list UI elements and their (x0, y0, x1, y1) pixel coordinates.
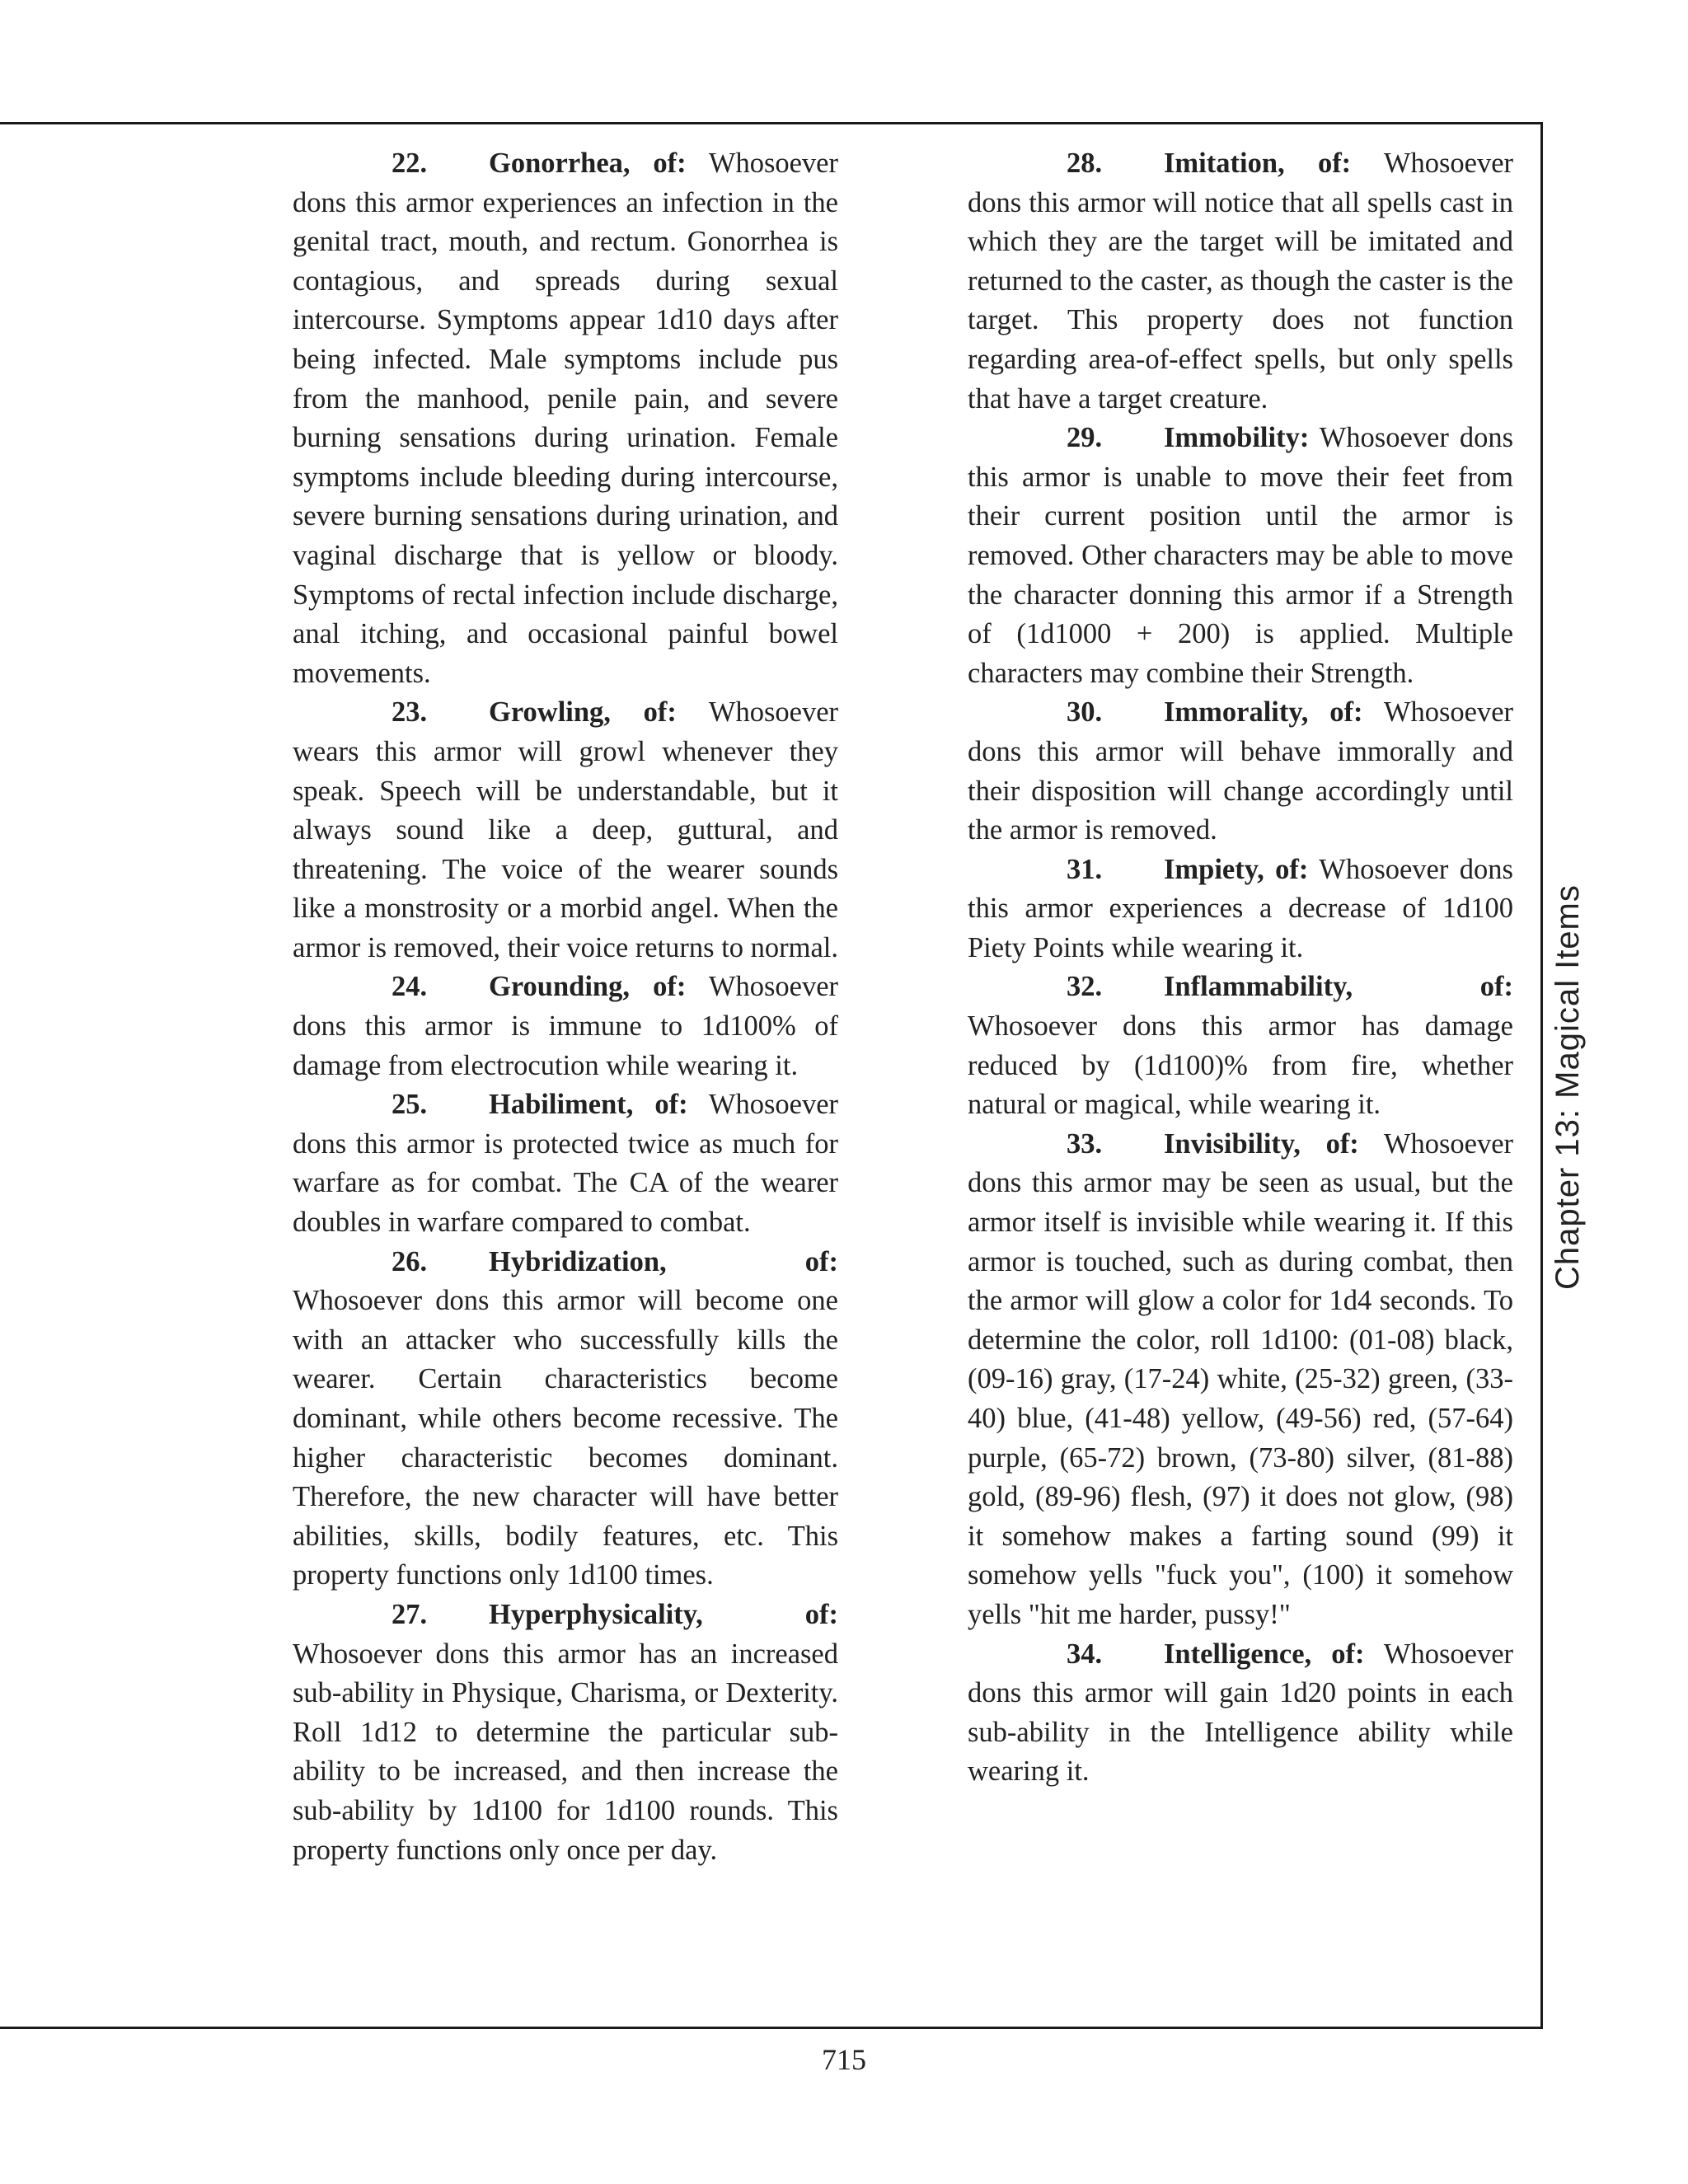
entry-text: Whosoever wears this armor will growl whenever they speak. Speech will be understandable, but it always sound like a deep, guttural, and threatening. The voice of the wearer sounds like a monstrosity or a morbid angel. When the armor is removed, their voice returns to normal. (293, 696, 839, 963)
entry-text: Whosoever dons this armor is immune to 1d100% of damage from electrocution while wearing it. (293, 971, 838, 1081)
page-frame-bottom-rule (0, 2027, 1543, 2029)
entry-number: 29. (1067, 422, 1103, 454)
entry-number: 22. (392, 148, 428, 179)
entry-27 (293, 1596, 838, 1870)
entry-number: 31. (1067, 853, 1103, 885)
entry-number: 32. (1067, 971, 1103, 1003)
entry-29 (968, 419, 1513, 693)
entry-name: Impiety, of: (1164, 853, 1309, 885)
entry-text: Whosoever dons this armor has an increased sub-ability in Physique, Charisma, or Dexterity. Roll 1d12 to determine the particular sub-ability to be increased, and then increase the sub-ability by 1d100 for 1d100 rounds. This property functions only once per day. (293, 1638, 838, 1866)
entry-number: 24. (392, 971, 428, 1003)
entry-number: 25. (392, 1089, 428, 1121)
entry-30 (968, 693, 1513, 850)
page-number: 715 (822, 2043, 866, 2076)
entry-name: Habiliment, of: (489, 1089, 688, 1121)
entry-name: Imitation, of: (1164, 148, 1352, 179)
entry-text: Whosoever dons this armor is protected twice as much for warfare as for combat. The CA of the wearer doubles in warfare compared to combat. (293, 1089, 838, 1239)
chapter-side-label: Chapter 13: Magical Items (1550, 884, 1586, 1290)
entry-text: Whosoever dons this armor has damage reduced by (1d100)% from fire, whether natural or magical, while wearing it. (968, 1010, 1513, 1121)
entry-number: 26. (392, 1245, 428, 1277)
entry-name: Inflammability, of: (1164, 971, 1513, 1003)
entry-25 (293, 1085, 838, 1242)
entry-31 (968, 851, 1513, 968)
entry-22 (293, 144, 838, 693)
entry-number: 23. (392, 696, 428, 729)
right-column (968, 144, 1513, 1792)
entry-26 (293, 1243, 838, 1596)
entry-name: Hyperphysicality, of: (489, 1598, 838, 1630)
entry-name: Hybridization, of: (489, 1245, 838, 1277)
entry-name: Immorality, of: (1164, 696, 1363, 729)
page-frame-right-rule (1540, 122, 1543, 2029)
page-frame-top-rule (0, 122, 1543, 124)
entry-28 (968, 144, 1513, 419)
entry-text: Whosoever dons this armor will notice that all spells cast in which they are the target will be imitated and returned to the caster, as though the caster is the target. This property does not function regarding area-of-effect spells, but only spells that have a target creature. (968, 148, 1513, 415)
entry-name: Growling, of: (489, 696, 677, 729)
entry-text: Whosoever dons this armor will become one with an attacker who successfully kills the wearer. Certain characteristics become dominant, while others become recessive. The higher characteristic becomes dominant. Therefore, the new character will have better abilities, skills, bodily features, etc. This property functions only 1d100 times. (293, 1285, 838, 1591)
entry-33 (968, 1125, 1513, 1635)
entry-number: 34. (1067, 1638, 1103, 1670)
entry-name: Intelligence, of: (1164, 1638, 1365, 1670)
entry-23 (293, 693, 838, 968)
entry-text: Whosoever dons this armor will gain 1d20 points in each sub-ability in the Intelligence ability while wearing it. (968, 1638, 1513, 1788)
entry-text: Whosoever dons this armor will behave immorally and their disposition will change accordingly until the armor is removed. (968, 696, 1513, 846)
entry-text: Whosoever dons this armor experiences an infection in the genital tract, mouth, and rectum. Gonorrhea is contagious, and spreads during sexual intercourse. Symptoms appear 1d10 days after being infected. Male symptoms include pus from the manhood, penile pain, and severe burning sensations during urination. Female symptoms include bleeding during intercourse, severe burning sensations during urination, and vaginal discharge that is yellow or bloody. Symptoms of rectal infection include discharge, anal itching, and occasional painful bowel movements. (293, 148, 838, 689)
entry-name: Gonorrhea, of: (489, 148, 687, 179)
entry-name: Immobility: (1164, 422, 1310, 454)
entry-number: 33. (1067, 1127, 1103, 1160)
entry-number: 30. (1067, 696, 1103, 729)
entry-24 (293, 968, 838, 1085)
entry-32 (968, 968, 1513, 1124)
entry-name: Grounding, of: (489, 971, 687, 1003)
entry-34 (968, 1635, 1513, 1792)
entry-number: 28. (1067, 148, 1103, 179)
left-column (293, 144, 838, 1870)
entry-text: Whosoever dons this armor experiences a decrease of 1d100 Piety Points while wearing it. (968, 853, 1513, 963)
entry-text: Whosoever dons this armor may be seen as usual, but the armor itself is invisible while wearing it. If this armor is touched, such as during combat, then the armor will glow a color for 1d4 seconds. To determine the color, roll 1d100: (01-08) black, (09-16) gray, (17-24) white, (25-32) green, (33-40) blue, (41-48) yellow, (49-56) red, (57-64) purple, (65-72) brown, (73-80) silver, (81-88) gold, (89-96) flesh, (97) it does not glow, (98) it somehow makes a farting sound (99) it somehow yells "fuck you", (100) it somehow yells "hit me harder, pussy!" (968, 1127, 1513, 1630)
entry-text: Whosoever dons this armor is unable to move their feet from their current position until the armor is removed. Other characters may be able to move the character donning this armor if a Strength of (1d1000 + 200) is applied. Multiple characters may combine their Strength. (968, 422, 1513, 689)
entry-name: Invisibility, of: (1164, 1127, 1359, 1160)
entry-number: 27. (392, 1598, 428, 1630)
